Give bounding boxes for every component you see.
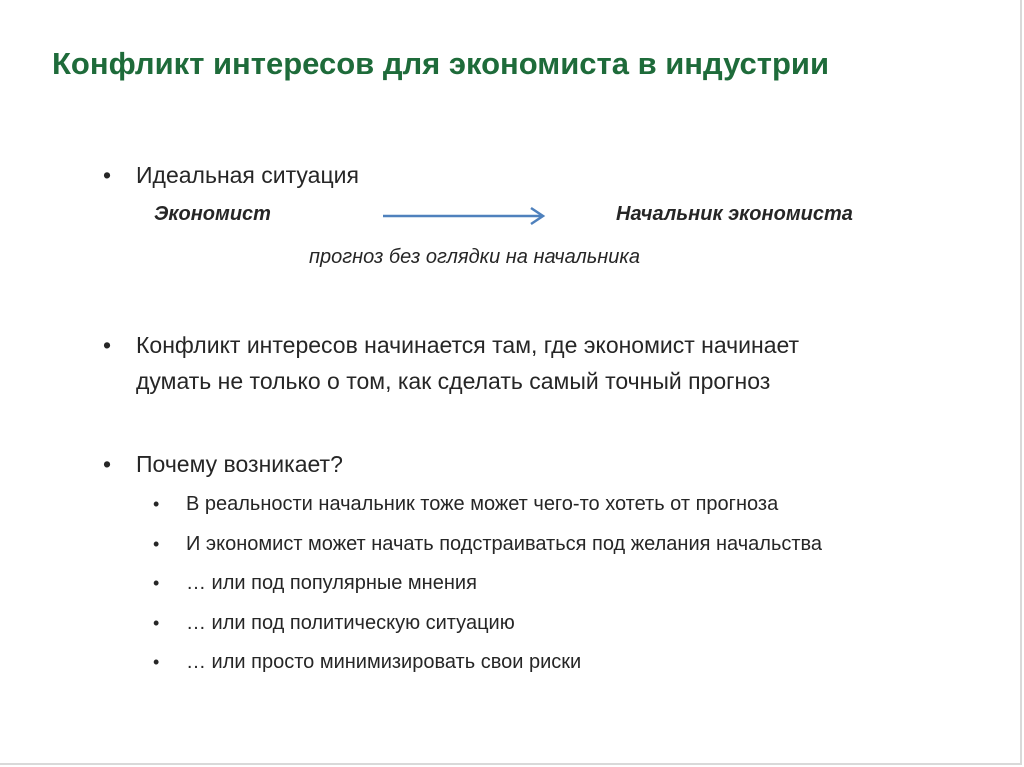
bullet-ideal-heading: Идеальная ситуация — [136, 162, 359, 188]
sub-bullet-text: И экономист может начать подстраиваться под желания начальства — [186, 533, 823, 555]
sub-bullet-icon: • — [153, 534, 160, 554]
sub-bullet-text: … или просто минимизировать свои риски — [186, 651, 582, 673]
sub-bullet-icon: • — [153, 573, 160, 593]
bullet-icon: • — [103, 451, 112, 477]
bullet-icon: • — [103, 162, 112, 188]
bullet-icon: • — [103, 332, 112, 358]
bullet-conflict-line1: Конфликт интересов начинается там, где экономист начинает — [136, 332, 800, 358]
flow-from-label: Экономист — [154, 203, 271, 225]
sub-bullet-icon: • — [153, 652, 160, 672]
flow-to-label: Начальник экономиста — [616, 203, 853, 225]
arrow-right-icon — [383, 205, 549, 227]
bullet-conflict-line2: думать не только о том, как сделать самый точный прогноз — [136, 368, 771, 394]
slide-title: Конфликт интересов для экономиста в индустрии — [52, 46, 830, 81]
sub-bullet-text: … или под политическую ситуацию — [186, 612, 515, 634]
sub-bullet-text: В реальности начальник тоже может чего-то хотеть от прогноза — [186, 493, 779, 515]
sub-bullet-icon: • — [153, 494, 160, 514]
flow-caption: прогноз без оглядки на начальника — [309, 246, 640, 268]
bullet-why-heading: Почему возникает? — [136, 451, 343, 477]
sub-bullet-icon: • — [153, 613, 160, 633]
sub-bullet-text: … или под популярные мнения — [186, 572, 477, 594]
